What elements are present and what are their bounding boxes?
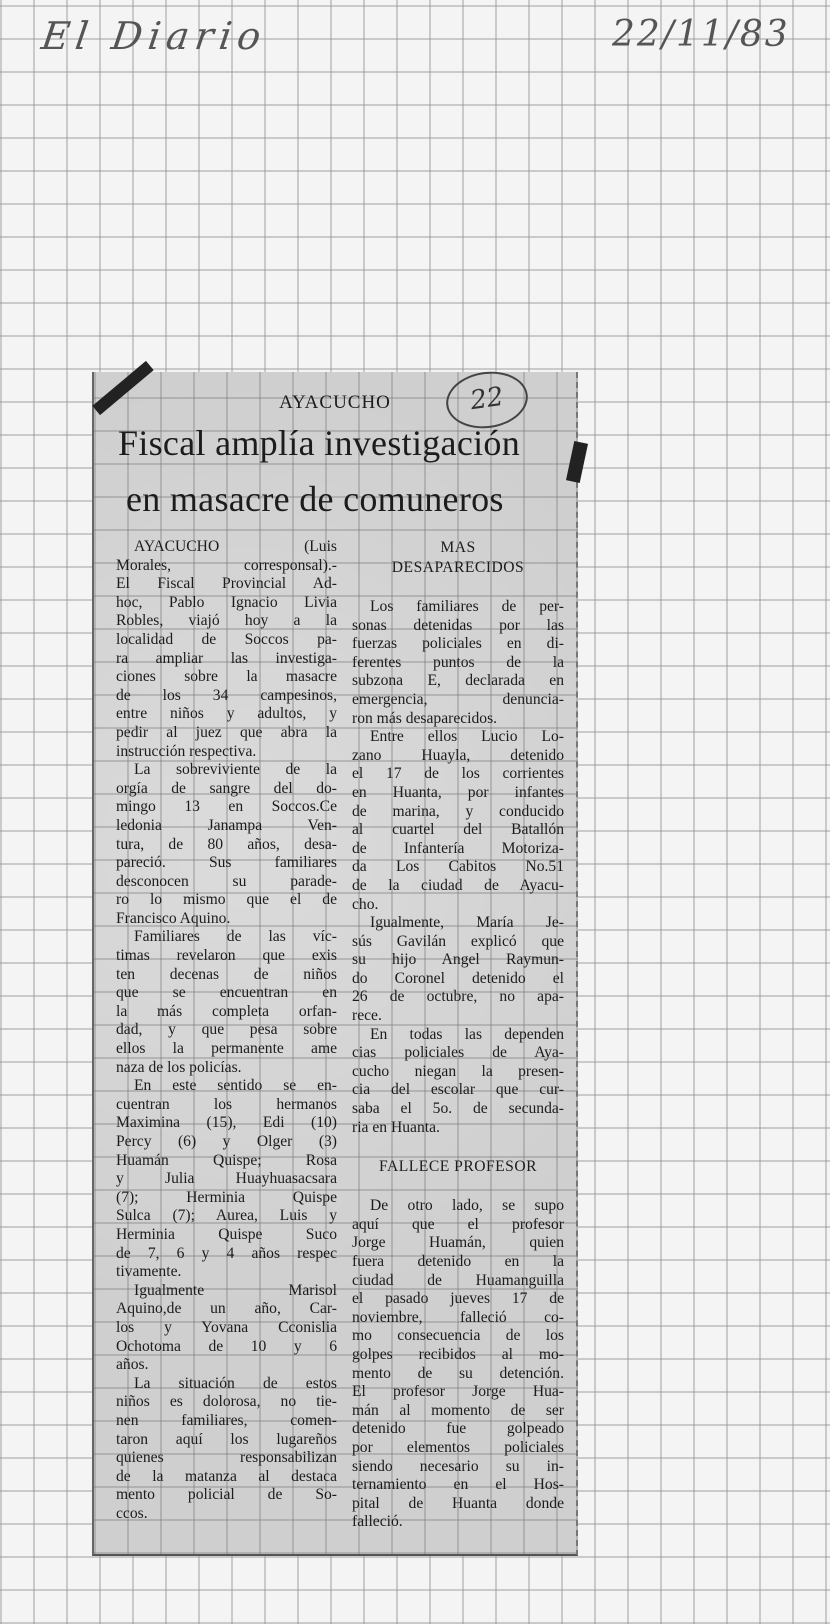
text-line: ledonia Janampa Ven- <box>116 816 337 834</box>
text-line: falleció. <box>352 1513 403 1531</box>
text-line: emergencia, denuncia- <box>352 690 564 708</box>
text-line: detenido fue golpeado <box>352 1420 564 1438</box>
text-line: pareció. Sus familiares <box>116 854 337 872</box>
text-line: la más completa orfan- <box>116 1002 337 1020</box>
text-line: que se encuentran en <box>116 984 337 1002</box>
text-line: quienes responsabilizan <box>116 1449 337 1467</box>
subheading-line: DESAPARECIDOS <box>391 559 525 576</box>
paragraph <box>352 914 564 1026</box>
text-line: ria en Huanta. <box>352 1118 440 1136</box>
headline-line-2: en masacre de comuneros <box>126 479 504 519</box>
text-line: nen familiares, comen- <box>116 1411 337 1429</box>
text-line: fuera detenido en la <box>352 1253 564 1270</box>
text-line: mo consecuencia de los <box>352 1327 564 1345</box>
text-line: Los familiares de per- <box>370 598 564 615</box>
text-line: el 17 de los corrientes <box>352 765 564 783</box>
text-line: da Los Cabitos No.51 <box>352 858 564 876</box>
text-line: zano Huayla, detenido <box>352 746 564 764</box>
text-line: mento de su detención. <box>352 1364 564 1382</box>
text-line: cucho niegan la presen- <box>352 1062 564 1080</box>
tape-mark <box>566 441 588 483</box>
text-line: al cuartel del Batallón <box>352 821 564 839</box>
text-line: de la ciudad de Ayacu- <box>352 876 564 894</box>
text-line: ciudad de Huamanguilla <box>352 1271 564 1289</box>
text-line: de los 34 campesinos, <box>116 686 337 704</box>
text-line: aquí que el profesor <box>352 1215 564 1233</box>
text-line: cia del escolar que cur- <box>352 1081 564 1099</box>
text-line: Francisco Aquino. <box>116 909 231 927</box>
paragraph <box>116 1077 337 1282</box>
text-line: El Fiscal Provincial Ad- <box>116 575 337 593</box>
text-line: Morales, corresponsal).- <box>116 556 337 574</box>
text-line: De otro lado, se supo <box>370 1197 564 1215</box>
text-line: sonas detenidas por las <box>352 616 564 634</box>
text-line: cho. <box>352 895 379 913</box>
text-line: fuerzas policiales en di- <box>352 635 564 653</box>
text-line: subzona E, declarada en <box>352 672 564 690</box>
text-line: ro lo mismo que el de <box>116 891 337 909</box>
text-line: de Infantería Motoriza- <box>352 839 564 857</box>
text-line: noviembre, falleció co- <box>352 1308 564 1326</box>
paragraph <box>116 538 337 761</box>
text-line: por elementos policiales <box>352 1438 564 1456</box>
text-line: Sulca (7); Aurea, Luis y <box>116 1207 337 1225</box>
text-line: golpes recibidos al mo- <box>352 1345 564 1363</box>
text-line: cias policiales de Aya- <box>352 1044 564 1062</box>
text-line: La sobreviviente de la <box>134 761 337 779</box>
paragraph <box>116 1375 337 1524</box>
text-line: (7); Herminia Quispe <box>116 1188 337 1206</box>
text-line: desconocen su parade- <box>116 872 337 890</box>
text-line: AYACUCHO (Luis <box>134 538 337 555</box>
text-line: localidad de Soccos pa- <box>116 630 337 648</box>
text-line: saba el 5o. de secunda- <box>352 1100 564 1118</box>
handwritten-circled-number: 22 <box>443 367 532 434</box>
text-line: 26 de octubre, no apa- <box>352 988 564 1006</box>
text-line: pedir al juez que abra la <box>116 723 337 741</box>
text-line: Igualmente Marisol <box>134 1281 337 1299</box>
text-line: timas revelaron que exis <box>116 947 337 965</box>
headline-line-1: Fiscal amplía investigación <box>118 423 521 463</box>
article-column-1 <box>116 538 337 1523</box>
paragraph <box>116 761 337 928</box>
text-line: taron aquí los lugareños <box>116 1430 337 1448</box>
text-line: En todas las dependen <box>370 1025 564 1043</box>
handwritten-newspaper-name: El Diario <box>38 14 270 58</box>
text-line: naza de los policías. <box>116 1058 242 1076</box>
text-line: en Huanta, por infantes <box>352 783 564 801</box>
text-line: mán al momento de ser <box>352 1401 564 1419</box>
text-line: instrucción respectiva. <box>116 742 257 760</box>
text-line: su hijo Angel Raymun- <box>352 951 564 969</box>
text-line: siendo necesario su in- <box>352 1457 564 1475</box>
paragraph <box>352 1026 564 1138</box>
text-line: ferentes puntos de la <box>352 653 564 671</box>
text-line: rece. <box>352 1007 382 1025</box>
text-line: de marina, y conducido <box>352 802 564 820</box>
paragraph <box>116 1282 337 1375</box>
text-line: Ochotoma de 10 y 6 <box>116 1337 337 1355</box>
text-line: Familiares de las víc- <box>134 928 337 946</box>
text-line: ellos la permanente ame <box>116 1040 337 1058</box>
text-line: el pasado jueves 17 de <box>352 1290 564 1308</box>
text-line: Herminia Quispe Suco <box>116 1225 337 1243</box>
text-line: ron más desaparecidos. <box>352 709 498 727</box>
text-line: ten decenas de niños <box>116 965 337 983</box>
text-line: ternamiento en el Hos- <box>352 1476 564 1494</box>
text-line: mento policial de So- <box>116 1486 337 1504</box>
text-line: La situación de estos <box>134 1374 337 1392</box>
text-line: Maximina (15), Edi (10) <box>116 1114 337 1132</box>
text-line: Entre ellos Lucio Lo- <box>370 728 564 746</box>
paragraph <box>116 928 337 1077</box>
subheading-mas-desaparecidos <box>352 538 564 578</box>
text-line: El profesor Jorge Hua- <box>352 1383 564 1401</box>
text-line: sús Gavilán explicó que <box>352 932 564 950</box>
text-line: En este sentido se en- <box>134 1077 337 1095</box>
handwritten-date: 22/11/83 <box>612 14 790 55</box>
text-line: de la matanza al destaca <box>116 1467 337 1485</box>
text-line: Aquino,de un año, Car- <box>116 1300 337 1318</box>
text-line: tivamente. <box>116 1263 182 1281</box>
text-line: pital de Huanta donde <box>352 1494 564 1512</box>
text-line: cuentran los hermanos <box>116 1095 337 1113</box>
column-2-body-a <box>352 598 564 1137</box>
subheading-fallece-profesor: FALLECE PROFESOR <box>378 1158 538 1176</box>
paragraph <box>352 598 564 728</box>
text-line: entre niños y adultos, y <box>116 705 337 723</box>
text-line: ra ampliar las investiga- <box>116 649 337 667</box>
text-line: Huamán Quispe; Rosa <box>116 1151 337 1169</box>
text-line: Percy (6) y Olger (3) <box>116 1133 337 1150</box>
text-line: de 7, 6 y 4 años respec <box>116 1244 337 1262</box>
text-line: Jorge Huamán, quien <box>352 1234 564 1252</box>
text-line: mingo 13 en Soccos.Ce <box>116 798 337 816</box>
paragraph <box>352 1197 564 1532</box>
text-line: niños es dolorosa, no tie- <box>116 1393 337 1411</box>
text-line: ccos. <box>116 1504 148 1522</box>
newspaper-clipping <box>92 372 578 1556</box>
paragraph <box>352 728 564 914</box>
article-column-2 <box>352 538 564 1532</box>
text-line: años. <box>116 1356 149 1374</box>
text-line: Robles, viajó hoy a la <box>116 612 337 630</box>
text-line: orgía de sangre del do- <box>116 779 337 797</box>
subheading-line: MAS <box>440 539 476 556</box>
text-line: do Coronel detenido el <box>352 969 564 987</box>
text-line: hoc, Pablo Ignacio Livia <box>116 593 337 611</box>
text-line: los y Yovana Cconislia <box>116 1318 337 1336</box>
text-line: Igualmente, María Je- <box>370 914 564 932</box>
section-label: AYACUCHO <box>279 392 391 413</box>
text-line: dad, y que pesa sobre <box>116 1021 337 1039</box>
text-line: y Julia Huayhuasacsara <box>116 1170 337 1188</box>
column-2-body-b <box>352 1197 564 1532</box>
text-line: tura, de 80 años, desa- <box>116 835 337 853</box>
text-line: ciones sobre la masacre <box>116 668 337 686</box>
